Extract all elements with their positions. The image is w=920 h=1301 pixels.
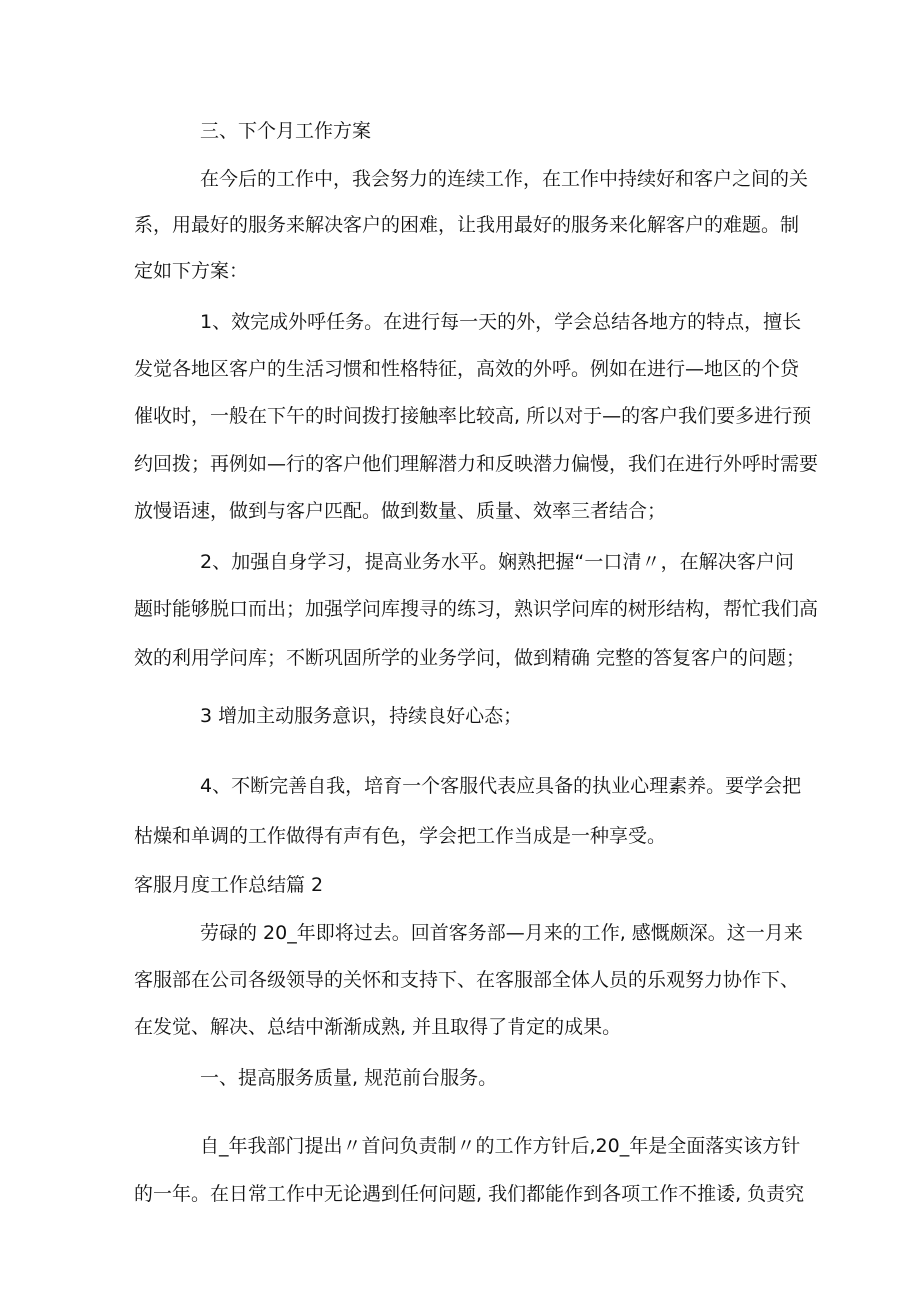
list-item-line: 放慢语速，做到与客户匹配。做到数量、质量、效率三者结合； bbox=[134, 500, 667, 522]
paragraph-line: 客服部在公司各级领导的关怀和支持下、在客服部全体人员的乐观努力协作下、 bbox=[134, 969, 800, 991]
paragraph-line: 在发觉、解决、总结中渐渐成熟, 并且取得了肯定的成果。 bbox=[134, 1016, 622, 1038]
paragraph-line: 的一年。在日常工作中无论遇到任何问题, 我们都能作到各项工作不推诿, 负责究 bbox=[134, 1183, 805, 1205]
list-item-line: 3 增加主动服务意识，持续良好心态； bbox=[200, 705, 523, 727]
section-heading-service-quality: 一、提高服务质量, 规范前台服务。 bbox=[200, 1067, 498, 1089]
list-item-line: 发觉各地区客户的生活习惯和性格特征，高效的外呼。例如在进行—地区的个贷 bbox=[134, 358, 800, 380]
article-title: 客服月度工作总结篇 2 bbox=[134, 874, 324, 896]
list-item-line: 效的利用学问库；不断巩固所学的业务学问，做到精确 完整的答复客户的问题； bbox=[134, 647, 806, 669]
list-item-line: 题时能够脱口而出；加强学问库搜寻的练习，熟识学问库的树形结构，帮忙我们高 bbox=[134, 598, 819, 620]
list-item-line: 1、效完成外呼任务。在进行每一天的外，学会总结各地方的特点，擅长 bbox=[200, 311, 802, 333]
list-item-line: 约回拨；再例如—行的客户他们理解潜力和反映潜力偏慢，我们在进行外呼时需要 bbox=[134, 453, 819, 475]
paragraph-line: 定如下方案： bbox=[134, 260, 249, 282]
paragraph-line: 自_年我部门提出〃首问负责制〃的工作方针后,20_年是全面落实该方针 bbox=[200, 1135, 801, 1157]
list-item-line: 4、不断完善自我，培育一个客服代表应具备的执业心理素养。要学会把 bbox=[200, 775, 802, 797]
list-item-line: 催收时，一般在下午的时间拨打接触率比较高, 所以对于—的客户我们要多进行预 bbox=[134, 405, 812, 427]
section-heading-next-month-plan: 三、下个月工作方案 bbox=[200, 120, 372, 142]
paragraph-line: 在今后的工作中，我会努力的连续工作，在工作中持续好和客户之间的关 bbox=[200, 168, 809, 190]
paragraph-line: 劳碌的 20_年即将过去。回首客务部—月来的工作, 感慨颇深。这一月来 bbox=[200, 922, 803, 944]
list-item-line: 2、加强自身学习，提高业务水平。娴熟把握“一口清〃，在解决客户问 bbox=[200, 551, 794, 573]
paragraph-line: 系，用最好的服务来解决客户的困难，让我用最好的服务来化解客户的难题。制 bbox=[134, 214, 800, 236]
list-item-line: 枯燥和单调的工作做得有声有色，学会把工作当成是一种享受。 bbox=[134, 825, 667, 847]
